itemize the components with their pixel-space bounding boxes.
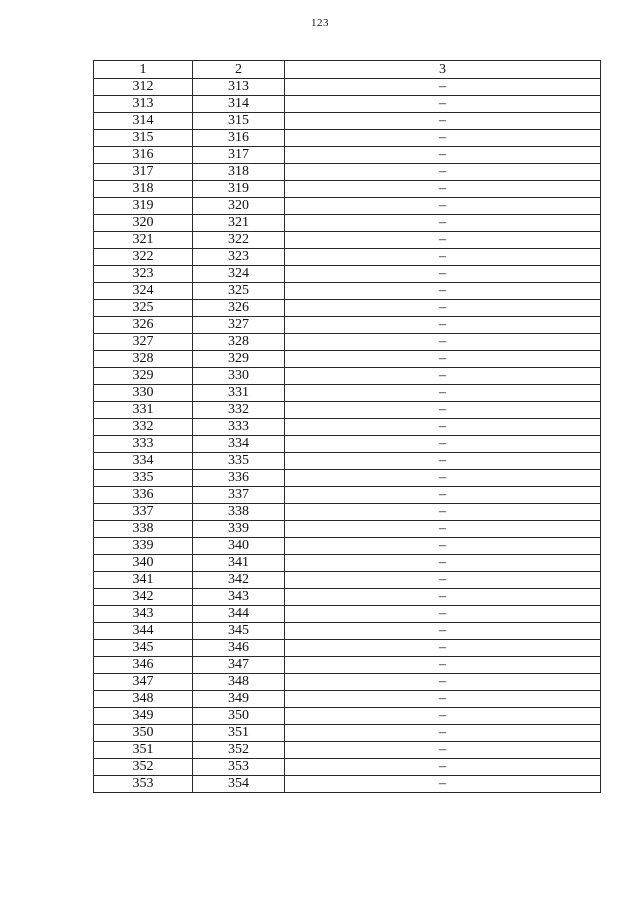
table-row <box>94 691 601 708</box>
data-table <box>93 60 601 793</box>
table-cell-number: 339 <box>94 538 193 555</box>
table-row <box>94 487 601 504</box>
table-cell-dash: – <box>285 232 601 249</box>
table-row <box>94 657 601 674</box>
table-cell-number: 351 <box>94 742 193 759</box>
table-cell-number: 340 <box>193 538 285 555</box>
table-cell-number: 333 <box>193 419 285 436</box>
table-cell-dash: – <box>285 589 601 606</box>
table-cell-number: 345 <box>94 640 193 657</box>
table-cell-number: 352 <box>193 742 285 759</box>
table-row <box>94 130 601 147</box>
table-cell-number: 341 <box>94 572 193 589</box>
table-row <box>94 113 601 130</box>
table-cell-number: 316 <box>193 130 285 147</box>
table-cell-number: 317 <box>193 147 285 164</box>
table-cell-dash: – <box>285 198 601 215</box>
table-cell-dash: – <box>285 606 601 623</box>
table-row <box>94 215 601 232</box>
table-cell-number: 346 <box>94 657 193 674</box>
table-cell-dash: – <box>285 419 601 436</box>
table-row <box>94 606 601 623</box>
column-header-2: 2 <box>193 61 285 79</box>
table-cell-number: 331 <box>94 402 193 419</box>
table-cell-number: 330 <box>193 368 285 385</box>
table-cell-number: 352 <box>94 759 193 776</box>
table-cell-dash: – <box>285 657 601 674</box>
table-row <box>94 708 601 725</box>
table-cell-number: 351 <box>193 725 285 742</box>
table-row <box>94 402 601 419</box>
table-row <box>94 759 601 776</box>
table-cell-number: 331 <box>193 385 285 402</box>
table-cell-number: 344 <box>193 606 285 623</box>
table-row <box>94 147 601 164</box>
table-cell-number: 349 <box>94 708 193 725</box>
table-row <box>94 300 601 317</box>
table-row <box>94 521 601 538</box>
table-cell-dash: – <box>285 487 601 504</box>
table-cell-number: 336 <box>94 487 193 504</box>
table-cell-number: 339 <box>193 521 285 538</box>
table-cell-number: 338 <box>94 521 193 538</box>
table-cell-number: 342 <box>94 589 193 606</box>
table-cell-number: 326 <box>193 300 285 317</box>
table-cell-number: 313 <box>94 96 193 113</box>
table-cell-number: 332 <box>193 402 285 419</box>
table-cell-number: 329 <box>94 368 193 385</box>
table-cell-dash: – <box>285 368 601 385</box>
column-header-3: 3 <box>285 61 601 79</box>
table-row <box>94 232 601 249</box>
table-row <box>94 436 601 453</box>
table-cell-number: 353 <box>193 759 285 776</box>
table-cell-number: 347 <box>94 674 193 691</box>
table-cell-dash: – <box>285 538 601 555</box>
table-cell-number: 321 <box>94 232 193 249</box>
table-cell-dash: – <box>285 453 601 470</box>
table-row <box>94 623 601 640</box>
table-cell-number: 327 <box>94 334 193 351</box>
table-row <box>94 351 601 368</box>
table-cell-dash: – <box>285 674 601 691</box>
table-cell-number: 317 <box>94 164 193 181</box>
table-cell-number: 349 <box>193 691 285 708</box>
table-cell-dash: – <box>285 113 601 130</box>
table-header-row <box>94 61 601 79</box>
table-cell-number: 343 <box>193 589 285 606</box>
table-cell-number: 348 <box>94 691 193 708</box>
table-cell-dash: – <box>285 283 601 300</box>
table-cell-number: 328 <box>193 334 285 351</box>
table-cell-number: 324 <box>193 266 285 283</box>
table-cell-number: 323 <box>94 266 193 283</box>
table-row <box>94 555 601 572</box>
table-cell-number: 329 <box>193 351 285 368</box>
table-cell-number: 347 <box>193 657 285 674</box>
table-cell-number: 319 <box>193 181 285 198</box>
table-cell-number: 341 <box>193 555 285 572</box>
table-cell-dash: – <box>285 215 601 232</box>
table-cell-number: 350 <box>94 725 193 742</box>
table-row <box>94 572 601 589</box>
table-cell-number: 320 <box>193 198 285 215</box>
table-cell-dash: – <box>285 351 601 368</box>
table-cell-number: 350 <box>193 708 285 725</box>
table-cell-number: 318 <box>94 181 193 198</box>
table-row <box>94 453 601 470</box>
table-row <box>94 776 601 793</box>
table-row <box>94 249 601 266</box>
table-cell-number: 319 <box>94 198 193 215</box>
table-cell-number: 328 <box>94 351 193 368</box>
table-cell-number: 324 <box>94 283 193 300</box>
table-cell-number: 334 <box>94 453 193 470</box>
table-cell-dash: – <box>285 181 601 198</box>
table-cell-number: 337 <box>94 504 193 521</box>
table-cell-dash: – <box>285 402 601 419</box>
table-row <box>94 368 601 385</box>
table-row <box>94 283 601 300</box>
table-cell-number: 323 <box>193 249 285 266</box>
table-row <box>94 589 601 606</box>
table-row <box>94 385 601 402</box>
table-cell-number: 325 <box>94 300 193 317</box>
table-cell-number: 322 <box>193 232 285 249</box>
table-row <box>94 198 601 215</box>
table-cell-number: 335 <box>193 453 285 470</box>
table-cell-dash: – <box>285 555 601 572</box>
table-cell-number: 336 <box>193 470 285 487</box>
table-cell-dash: – <box>285 470 601 487</box>
table-cell-dash: – <box>285 691 601 708</box>
table-cell-number: 320 <box>94 215 193 232</box>
table-cell-dash: – <box>285 266 601 283</box>
table-cell-dash: – <box>285 759 601 776</box>
table-cell-number: 342 <box>193 572 285 589</box>
table-row <box>94 504 601 521</box>
column-header-1: 1 <box>94 61 193 79</box>
table-cell-number: 327 <box>193 317 285 334</box>
table-row <box>94 317 601 334</box>
table-row <box>94 181 601 198</box>
table-cell-dash: – <box>285 249 601 266</box>
table-cell-number: 312 <box>94 79 193 96</box>
table-cell-dash: – <box>285 521 601 538</box>
table-cell-number: 330 <box>94 385 193 402</box>
table-cell-number: 321 <box>193 215 285 232</box>
table-cell-dash: – <box>285 164 601 181</box>
table-body <box>94 61 601 793</box>
table-cell-number: 335 <box>94 470 193 487</box>
table-cell-number: 316 <box>94 147 193 164</box>
table-cell-number: 334 <box>193 436 285 453</box>
table-cell-dash: – <box>285 147 601 164</box>
table-cell-number: 332 <box>94 419 193 436</box>
table-cell-number: 315 <box>193 113 285 130</box>
table-cell-number: 313 <box>193 79 285 96</box>
table-row <box>94 96 601 113</box>
table-cell-number: 348 <box>193 674 285 691</box>
table-cell-number: 345 <box>193 623 285 640</box>
table-cell-dash: – <box>285 300 601 317</box>
table-row <box>94 674 601 691</box>
table-cell-dash: – <box>285 130 601 147</box>
table-cell-dash: – <box>285 725 601 742</box>
table-row <box>94 742 601 759</box>
table-row <box>94 640 601 657</box>
table-cell-number: 353 <box>94 776 193 793</box>
table-cell-number: 314 <box>193 96 285 113</box>
table-row <box>94 334 601 351</box>
table-cell-dash: – <box>285 742 601 759</box>
table-cell-dash: – <box>285 385 601 402</box>
table-cell-number: 337 <box>193 487 285 504</box>
table-cell-number: 338 <box>193 504 285 521</box>
table-cell-number: 325 <box>193 283 285 300</box>
table-cell-number: 340 <box>94 555 193 572</box>
table-cell-number: 315 <box>94 130 193 147</box>
table-cell-dash: – <box>285 572 601 589</box>
table-row <box>94 538 601 555</box>
table-cell-number: 343 <box>94 606 193 623</box>
table-cell-number: 354 <box>193 776 285 793</box>
table-row <box>94 470 601 487</box>
table-cell-dash: – <box>285 317 601 334</box>
table-cell-dash: – <box>285 334 601 351</box>
table-row <box>94 725 601 742</box>
table-cell-number: 314 <box>94 113 193 130</box>
table-cell-dash: – <box>285 504 601 521</box>
table-cell-dash: – <box>285 623 601 640</box>
table-cell-dash: – <box>285 708 601 725</box>
table-cell-dash: – <box>285 640 601 657</box>
table-cell-number: 344 <box>94 623 193 640</box>
table-cell-number: 346 <box>193 640 285 657</box>
table-row <box>94 266 601 283</box>
table-cell-dash: – <box>285 436 601 453</box>
table-cell-number: 322 <box>94 249 193 266</box>
table-row <box>94 419 601 436</box>
table-cell-dash: – <box>285 79 601 96</box>
table-cell-dash: – <box>285 776 601 793</box>
page-number: 123 <box>311 17 329 29</box>
table-cell-number: 333 <box>94 436 193 453</box>
table-cell-dash: – <box>285 96 601 113</box>
table-row <box>94 79 601 96</box>
table-cell-number: 326 <box>94 317 193 334</box>
table-cell-number: 318 <box>193 164 285 181</box>
table-row <box>94 164 601 181</box>
